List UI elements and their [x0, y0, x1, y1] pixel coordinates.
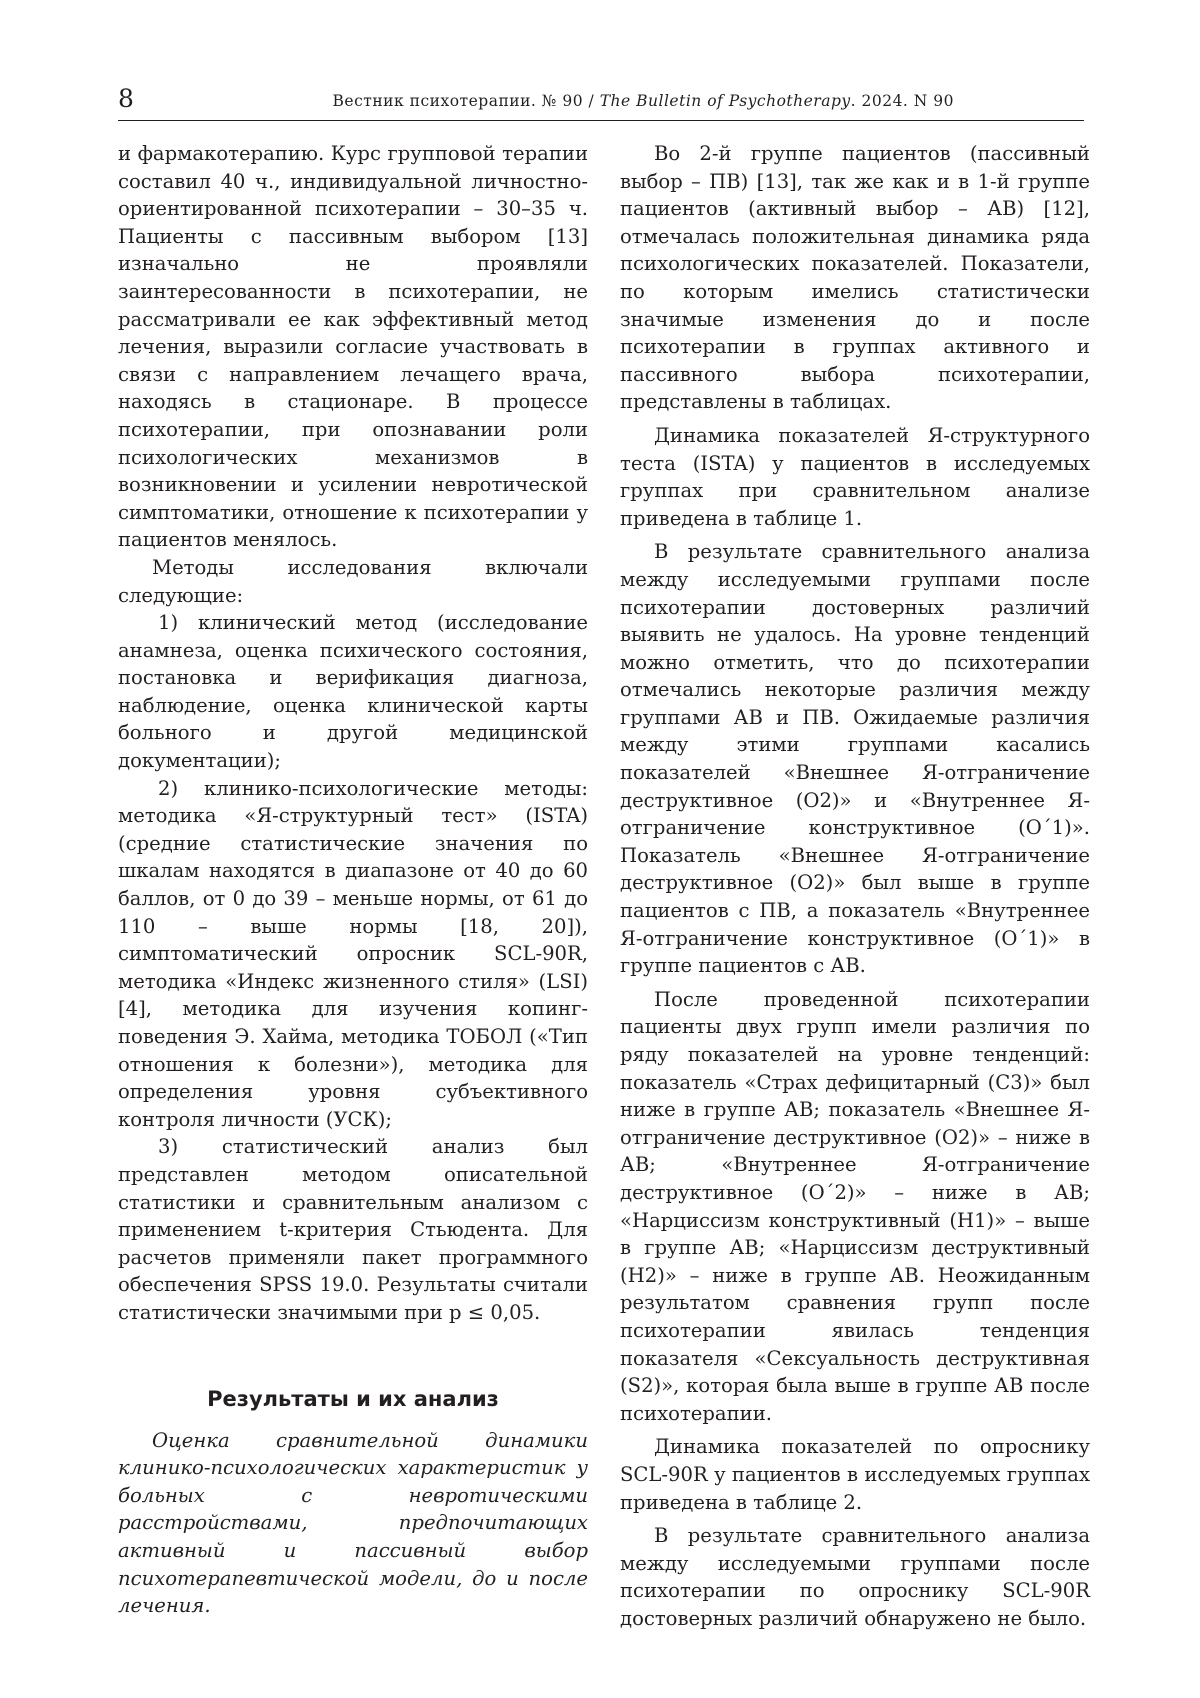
paragraph-therapy-course: и фармакотерапию. Курс групповой терапии составил 40 ч., индивидуальной личностно-ориентированной психотерапии – 30–35 ч. Пациенты с пассивным выбором [13] изначально не проявляли заинтересованности в психотерапии, не рассматривали ее как эффективный метод лечения, выразили согласие участвовать в связи с направлением лечащего врача, находясь в стационаре. В процессе психотерапии, при опознавании роли психологических механизмов в возникновении и усилении невротической симптоматики, отношение к психотерапии у пациентов менялось. [118, 142, 588, 552]
method-item-psychological: 2) клинико-психологические методы: методика «Я-структурный тест» (ISTA) (средние статистические значения по шкалам находятся в диапазоне от 40 до 60 баллов, от 0 до 39 – меньше нормы, от 61 до 110 – выше нормы [18, 20]), симптоматический опросник SCL-90R, методика «Индекс жизненного стиля» (LSI) [4], методика для изучения копинг-поведения Э. Хайма, методика ТОБОЛ («Тип отношения к болезни»), методика для определения уровня субъективного контроля личности (УСК); [118, 776, 588, 1131]
right-column [620, 140, 1090, 1632]
paragraph-scl90-result: В результате сравнительного анализа между исследуемыми группами после психотерапии по опроснику SCL-90R достоверных различий обнаружено не было. [620, 1524, 1090, 1630]
journal-year-issue: . 2024. N 90 [850, 92, 954, 110]
title-separator: / [588, 92, 595, 110]
paragraph-scl90-dynamics: Динамика показателей по опроснику SCL-90R у пациентов в исследуемых группах приведена в таблице 2. [620, 1435, 1090, 1514]
method-item-statistical: 3) статистический анализ был представлен методом описательной статистики и сравнительным анализом с применением t-критерия Стьюдента. Для расчетов применяли пакет программного обеспечения SPSS 19.0. Результаты считали статистически значимыми при p ≤ 0,05. [118, 1135, 588, 1324]
paragraph-methods-intro: Методы исследования включали следующие: [118, 555, 588, 607]
subsection-subtitle: Оценка сравнительной динамики клинико-психологических характеристик у больных с невротическими расстройствами, предпочитающих активный и пассивный выбор психотерапевтической модели, до и после лечения. [118, 1428, 588, 1618]
page-number: 8 [118, 84, 134, 113]
paragraph-comparison-after: После проведенной психотерапии пациенты двух групп имели различия по ряду показателей на уровне тенденций: показатель «Страх дефицитарный (С3)» был ниже в группе АВ; показатель «Внешнее Я-отграничение деструктивное (О2)» – ниже в АВ; «Внутреннее Я-отграничение деструктивное (О´2)» – ниже в АВ; «Нарциссизм конструктивный (Н1)» – выше в группе АВ; «Нарциссизм деструктивный (Н2)» – ниже в группе АВ. Неожиданным результатом сравнения групп после психотерапии явилась тенденция показателя «Сексуальность деструктивная (S2)», которая была выше в группе АВ после психотерапии. [620, 987, 1090, 1425]
journal-title-en: The Bulletin of Psychotherapy [599, 92, 851, 110]
paragraph-comparison-before: В результате сравнительного анализа между исследуемыми группами после психотерапии достоверных различий выявить не удалось. На уровне тенденций можно отметить, что до психотерапии отмечались некоторые различия между группами АВ и ПВ. Ожидаемые различия между этими группами касались показателей «Внешнее Я-отграничение деструктивное (О2)» и «Внутреннее Я-отграничение конструктивное (О´1)». Показатель «Внешнее Я-отграничение деструктивное (О2)» был выше в группе пациентов с ПВ, а показатель «Внутреннее Я-отграничение конструктивное (О´1)» в группе пациентов с АВ. [620, 540, 1090, 978]
journal-running-title [333, 90, 954, 112]
left-column [118, 140, 588, 1620]
running-header [118, 80, 1084, 121]
section-title-results: Результаты и их анализ [207, 1386, 499, 1411]
method-item-clinical: 1) клинический метод (исследование анамнеза, оценка психического состояния, постановка и верификация диагноза, наблюдение, оценка клинической карты больного и другой медицинской документации); [118, 611, 588, 773]
paragraph-ista-dynamics: Динамика показателей Я-структурного теста (ISTA) у пациентов в исследуемых группах при сравнительном анализе приведена в таблице 1. [620, 423, 1090, 530]
journal-title-ru: Вестник психотерапии. № 90 [332, 92, 584, 110]
paragraph-group-dynamics: Во 2-й группе пациентов (пассивный выбор – ПВ) [13], так же как и в 1-й группе пациентов (активный выбор – АВ) [12], отмечалась положительная динамика ряда психологических показателей. Показатели, по которым имелись статистически значимые изменения до и после психотерапии в группах активного и пассивного выбора психотерапии, представлены в таблицах. [620, 142, 1090, 414]
